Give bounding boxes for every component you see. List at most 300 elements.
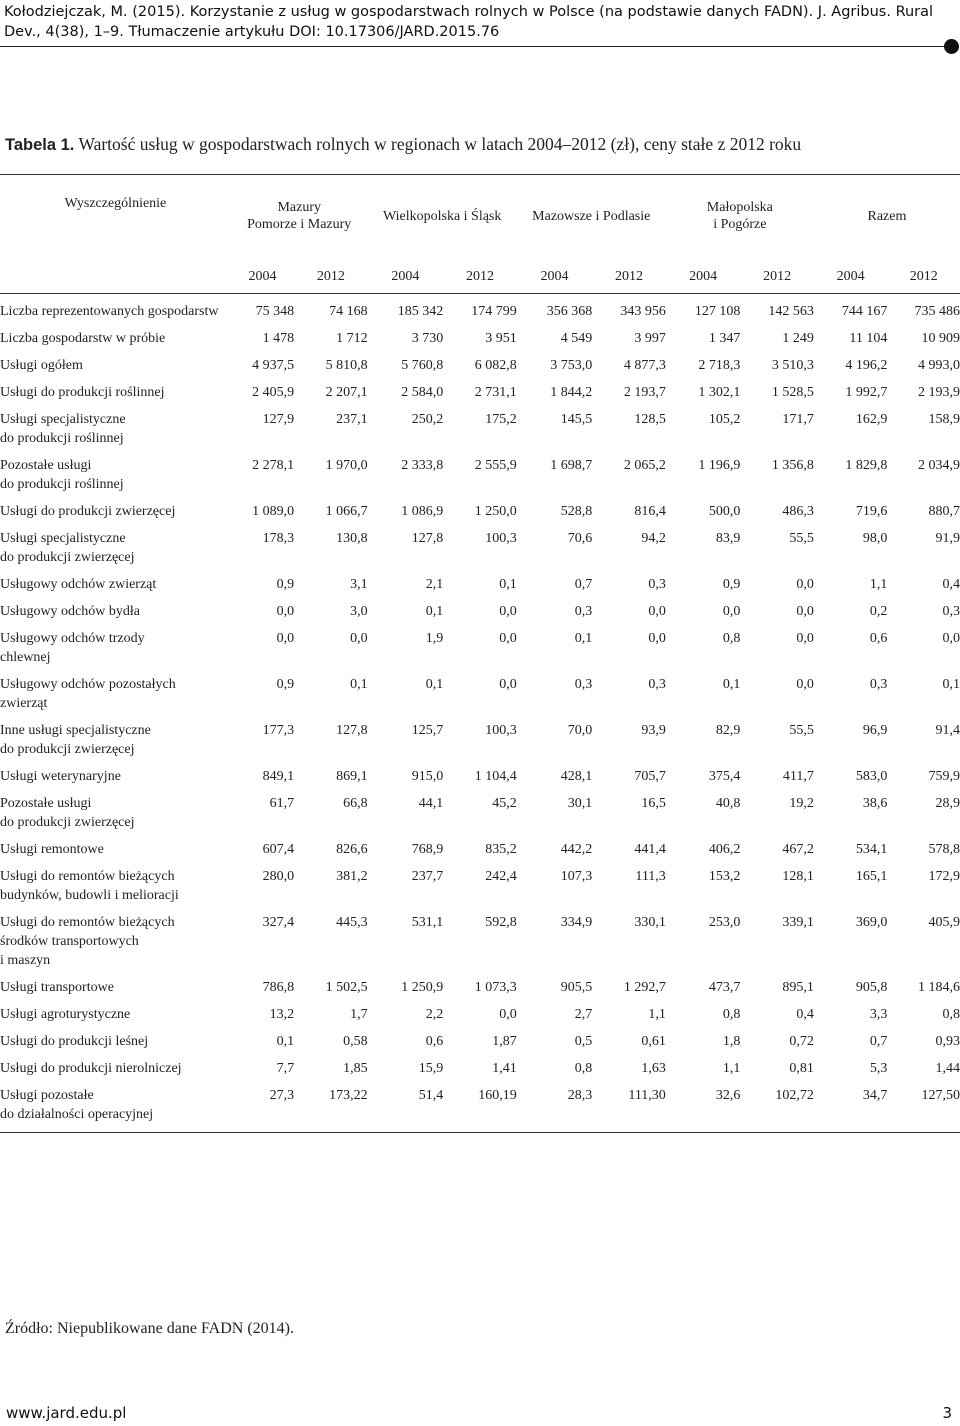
table-cell: 1 528,5: [771, 385, 814, 400]
table-cell: 1 698,7: [550, 458, 593, 473]
table-cell: 0,9: [722, 577, 741, 592]
table-cell: 1 086,9: [401, 504, 444, 519]
table-cell: 411,7: [782, 769, 814, 784]
year-header: 2012: [615, 269, 644, 284]
table-cell: 174 799: [471, 304, 517, 319]
table-cell: 786,8: [262, 980, 295, 995]
table-cell: 0,58: [343, 1034, 368, 1049]
table-cell: 0,1: [722, 677, 741, 692]
table-cell: 55,5: [789, 531, 814, 546]
table-cell: 1 250,9: [401, 980, 444, 995]
table-cell: 0,1: [350, 677, 368, 692]
row-label: Usługi do produkcji nierolniczej: [0, 1061, 182, 1076]
row-label: Usługi do produkcji zwierzęcej: [0, 504, 176, 519]
table-cell: 2 718,3: [698, 358, 741, 373]
table-cell: 441,4: [634, 842, 666, 857]
table-cell: 1,9: [425, 631, 444, 646]
table-cell: 880,7: [928, 504, 960, 519]
footer-url: www.jard.edu.pl: [6, 1404, 127, 1422]
row-label: Usługi do produkcji leśnej: [0, 1034, 149, 1049]
column-header-description: Wyszczególnienie: [64, 196, 167, 211]
table-cell: 142 563: [768, 304, 814, 319]
table-cell: 0,4: [942, 577, 960, 592]
table-cell: 5 810,8: [325, 358, 368, 373]
table-cell: 51,4: [418, 1088, 444, 1103]
table-row: [0, 1051, 960, 1078]
table-cell: 0,1: [425, 604, 444, 619]
table-cell: 735 486: [914, 304, 960, 319]
table-cell: 578,8: [928, 842, 960, 857]
table-cell: 173,22: [329, 1088, 368, 1103]
table-row: [0, 759, 960, 786]
page-number: 3: [942, 1404, 952, 1422]
table-cell: 0,0: [276, 631, 295, 646]
table-cell: 19,2: [789, 796, 814, 811]
table-cell: 1 992,7: [845, 385, 888, 400]
table-cell: 3 997: [634, 331, 666, 346]
row-label: Usługi specjalistyczne do produkcji zwierzęcej: [0, 531, 135, 565]
table-cell: 0,72: [789, 1034, 814, 1049]
table-cell: 0,1: [276, 1034, 295, 1049]
table-cell: 40,8: [715, 796, 741, 811]
table-cell: 165,1: [855, 869, 888, 884]
table-cell: 369,0: [855, 915, 888, 930]
table-cell: 32,6: [715, 1088, 741, 1103]
table-cell: 0,6: [869, 631, 888, 646]
region-name: Mazury Pomorze i Mazury: [247, 200, 352, 232]
table-cell: 28,3: [567, 1088, 593, 1103]
table-cell: 55,5: [789, 723, 814, 738]
table-cell: 3 753,0: [550, 358, 593, 373]
year-header-spacer: [0, 257, 231, 294]
table-cell: 0,3: [648, 677, 666, 692]
table-cell: 1 356,8: [771, 458, 814, 473]
table-cell: 127,50: [921, 1088, 960, 1103]
table-cell: 4 549: [560, 331, 593, 346]
table-cell: 280,0: [262, 869, 295, 884]
table-cell: 895,1: [782, 980, 814, 995]
table-cell: 5,3: [869, 1061, 888, 1076]
table-cell: 3 951: [485, 331, 517, 346]
table-cell: 531,1: [411, 915, 444, 930]
table-cell: 1 250,0: [474, 504, 517, 519]
table-cell: 2 333,8: [401, 458, 444, 473]
table-cell: 1 104,4: [474, 769, 517, 784]
row-label: Usługowy odchów bydła: [0, 604, 140, 619]
table-cell: 158,9: [928, 412, 960, 427]
table-cell: 428,1: [560, 769, 593, 784]
table-cell: 905,5: [560, 980, 593, 995]
year-header: 2012: [763, 269, 792, 284]
table-cell: 2 193,9: [918, 385, 960, 400]
table-cell: 38,6: [862, 796, 888, 811]
table-cell: 1,85: [343, 1061, 368, 1076]
table-cell: 1,1: [869, 577, 888, 592]
row-label: Pozostałe usługi do produkcji roślinnej: [0, 458, 124, 492]
year-header: 2004: [836, 269, 865, 284]
row-label: Usługi agroturystyczne: [0, 1007, 131, 1022]
table-cell: 145,5: [560, 412, 593, 427]
table-cell: 0,0: [499, 604, 517, 619]
table-cell: 3,0: [350, 604, 368, 619]
table-cell: 127,8: [411, 531, 444, 546]
table-cell: 445,3: [336, 915, 368, 930]
table-cell: 175,2: [485, 412, 517, 427]
table-cell: 6 082,8: [474, 358, 517, 373]
source-note: Źródło: Niepublikowane dane FADN (2014).: [5, 1320, 294, 1337]
table-cell: 0,8: [722, 1007, 741, 1022]
year-header-row: [0, 257, 960, 294]
year-header: 2004: [248, 269, 277, 284]
row-label: Inne usługi specjalistyczne do produkcji zwierzęcej: [0, 723, 151, 757]
row-label: Liczba reprezentowanych gospodarstw: [0, 304, 219, 319]
table-cell: 1 073,3: [474, 980, 517, 995]
table-cell: 75 348: [255, 304, 295, 319]
table-cell: 98,0: [862, 531, 888, 546]
table-cell: 0,2: [869, 604, 888, 619]
table-cell: 0,9: [276, 677, 295, 692]
table-cell: 0,0: [350, 631, 368, 646]
table-cell: 128,1: [782, 869, 814, 884]
table-cell: 74 168: [329, 304, 368, 319]
table-cell: 162,9: [855, 412, 888, 427]
table-row: [0, 521, 960, 567]
table-cell: 0,4: [796, 1007, 814, 1022]
table-cell: 1,87: [492, 1034, 517, 1049]
table-row: [0, 905, 960, 970]
table-row: [0, 859, 960, 905]
table-cell: 2,2: [425, 1007, 444, 1022]
article-citation: Kołodziejczak, M. (2015). Korzystanie z usług w gospodarstwach rolnych w Polsce (na podstawie danych FADN). J. Agribus. Rural Dev., 4(38), 1–9. Tłumaczenie artykułu DOI: 10.17306/JARD.2015.76: [4, 4, 934, 40]
table-cell: 3,3: [869, 1007, 888, 1022]
row-label: Pozostałe usługi do produkcji zwierzęcej: [0, 796, 135, 830]
table-cell: 45,2: [492, 796, 517, 811]
table-row: [0, 621, 960, 667]
table-cell: 334,9: [560, 915, 593, 930]
table-row: [0, 448, 960, 494]
table-cell: 1,8: [722, 1034, 741, 1049]
table-cell: 130,8: [336, 531, 368, 546]
table-cell: 1 066,7: [325, 504, 368, 519]
table-cell: 100,3: [485, 723, 517, 738]
table-cell: 375,4: [708, 769, 741, 784]
table-cell: 2 034,9: [918, 458, 960, 473]
table-caption: [5, 133, 955, 156]
table-cell: 185 342: [397, 304, 444, 319]
table-cell: 719,6: [855, 504, 888, 519]
table-cell: 339,1: [782, 915, 814, 930]
region-header-row: [0, 175, 960, 258]
table-cell: 0,0: [796, 604, 814, 619]
table-cell: 607,4: [262, 842, 295, 857]
table-cell: 4 196,2: [845, 358, 888, 373]
table-cell: 467,2: [782, 842, 814, 857]
table-cell: 1,44: [935, 1061, 960, 1076]
table-cell: 66,8: [343, 796, 368, 811]
table-row: [0, 375, 960, 402]
table-cell: 127,8: [336, 723, 368, 738]
table-cell: 2 555,9: [474, 458, 517, 473]
table-row: [0, 594, 960, 621]
table-cell: 705,7: [634, 769, 666, 784]
table-cell: 107,3: [560, 869, 593, 884]
table-cell: 849,1: [262, 769, 295, 784]
table-cell: 0,0: [499, 631, 517, 646]
table-cell: 0,7: [574, 577, 593, 592]
table-cell: 93,9: [641, 723, 666, 738]
table-cell: 816,4: [634, 504, 666, 519]
table-cell: 768,9: [411, 842, 444, 857]
table-cell: 0,8: [574, 1061, 593, 1076]
table-cell: 915,0: [411, 769, 444, 784]
region-name: Mazowsze i Podlasie: [532, 208, 651, 224]
table-cell: 473,7: [708, 980, 741, 995]
table-cell: 0,8: [942, 1007, 960, 1022]
table-cell: 82,9: [715, 723, 741, 738]
table-cell: 0,0: [942, 631, 960, 646]
table-cell: 178,3: [262, 531, 295, 546]
table-cell: 4 937,5: [252, 358, 295, 373]
region-header: [666, 175, 814, 258]
table-cell: 127 108: [694, 304, 741, 319]
table-cell: 2 278,1: [252, 458, 295, 473]
table-cell: 0,3: [648, 577, 666, 592]
table-cell: 111,30: [628, 1088, 666, 1103]
region-header: [231, 175, 368, 258]
table-cell: 91,9: [935, 531, 960, 546]
table-cell: 125,7: [411, 723, 444, 738]
table-cell: 0,1: [574, 631, 593, 646]
table-cell: 1 292,7: [623, 980, 666, 995]
table-cell: 0,3: [574, 604, 593, 619]
table-cell: 0,6: [425, 1034, 444, 1049]
table-row: [0, 567, 960, 594]
table-cell: 127,9: [262, 412, 295, 427]
table-cell: 237,7: [411, 869, 444, 884]
table-cell: 15,9: [418, 1061, 444, 1076]
table-cell: 94,2: [641, 531, 666, 546]
table-cell: 83,9: [715, 531, 741, 546]
table-cell: 1 844,2: [550, 385, 593, 400]
table-cell: 381,2: [336, 869, 368, 884]
table-cell: 592,8: [485, 915, 517, 930]
table-cell: 2 584,0: [401, 385, 444, 400]
table-cell: 2 731,1: [474, 385, 517, 400]
table-cell: 1 184,6: [918, 980, 960, 995]
table-cell: 1,1: [648, 1007, 666, 1022]
table-cell: 869,1: [336, 769, 368, 784]
table-caption-text: Wartość usług w gospodarstwach rolnych w regionach w latach 2004–2012 (zł), ceny stałe z 2012 roku: [74, 134, 802, 154]
row-label: Usługi transportowe: [0, 980, 114, 995]
table-cell: 0,8: [722, 631, 741, 646]
table-cell: 7,7: [276, 1061, 295, 1076]
table-cell: 327,4: [262, 915, 295, 930]
table-cell: 1,41: [492, 1061, 517, 1076]
table-cell: 2 065,2: [623, 458, 666, 473]
table-cell: 406,2: [708, 842, 741, 857]
region-name: Razem: [867, 208, 907, 224]
year-header: 2012: [465, 269, 494, 284]
table-cell: 250,2: [411, 412, 444, 427]
table-cell: 153,2: [708, 869, 741, 884]
region-header: [517, 175, 666, 258]
table-cell: 1 829,8: [845, 458, 888, 473]
table-row: [0, 1024, 960, 1051]
table-cell: 1,63: [641, 1061, 666, 1076]
table-cell: 905,8: [855, 980, 888, 995]
table-cell: 356 368: [546, 304, 593, 319]
row-label: Usługowy odchów zwierząt: [0, 577, 157, 592]
table-cell: 0,5: [574, 1034, 593, 1049]
header-rule: [0, 46, 946, 47]
table-cell: 0,1: [942, 677, 960, 692]
table-cell: 2 207,1: [325, 385, 368, 400]
table-row: [0, 667, 960, 713]
table-cell: 528,8: [560, 504, 593, 519]
table-cell: 102,72: [775, 1088, 814, 1103]
year-header: 2012: [316, 269, 345, 284]
table-cell: 13,2: [269, 1007, 295, 1022]
table-cell: 0,3: [942, 604, 960, 619]
table-cell: 0,9: [276, 577, 295, 592]
table-caption-label: Tabela 1.: [5, 136, 75, 154]
table-row: [0, 294, 960, 322]
table-cell: 128,5: [634, 412, 666, 427]
table-row: [0, 494, 960, 521]
table-cell: 172,9: [928, 869, 960, 884]
table-cell: 2,1: [425, 577, 444, 592]
year-header: 2012: [909, 269, 938, 284]
table-row: [0, 832, 960, 859]
table-cell: 27,3: [269, 1088, 295, 1103]
table-cell: 3 730: [411, 331, 444, 346]
table-cell: 96,9: [862, 723, 888, 738]
services-table: [0, 174, 960, 1133]
table-cell: 0,0: [796, 631, 814, 646]
table-cell: 1 196,9: [698, 458, 741, 473]
row-label: Usługi pozostałe do działalności operacyjnej: [0, 1088, 154, 1122]
table-cell: 253,0: [708, 915, 741, 930]
row-label: Liczba gospodarstw w próbie: [0, 331, 166, 346]
table-cell: 0,0: [722, 604, 741, 619]
header-rule-dot: [944, 39, 959, 54]
table-cell: 744 167: [841, 304, 888, 319]
table-cell: 34,7: [862, 1088, 888, 1103]
year-header: 2004: [540, 269, 569, 284]
region-name: Wielkopolska i Śląsk: [382, 208, 502, 224]
table-cell: 4 877,3: [623, 358, 666, 373]
table-cell: 0,1: [425, 677, 444, 692]
table-cell: 1 970,0: [325, 458, 368, 473]
table-cell: 105,2: [708, 412, 741, 427]
table-cell: 0,0: [499, 1007, 517, 1022]
table-row: [0, 1078, 960, 1133]
table-cell: 1 478: [262, 331, 295, 346]
table-cell: 160,19: [478, 1088, 517, 1103]
row-label: Usługi do produkcji roślinnej: [0, 385, 165, 400]
table-cell: 0,1: [499, 577, 517, 592]
table-cell: 330,1: [634, 915, 666, 930]
year-header: 2004: [391, 269, 420, 284]
table-cell: 826,6: [336, 842, 368, 857]
table-cell: 111,3: [635, 869, 666, 884]
table-cell: 0,81: [789, 1061, 814, 1076]
table-cell: 3,1: [350, 577, 368, 592]
table-cell: 70,6: [567, 531, 593, 546]
table-cell: 0,7: [869, 1034, 888, 1049]
table-cell: 177,3: [262, 723, 295, 738]
table-cell: 583,0: [855, 769, 888, 784]
region-header: [368, 175, 517, 258]
table-cell: 2 193,7: [623, 385, 666, 400]
table-cell: 1 089,0: [252, 504, 295, 519]
table-cell: 0,0: [796, 677, 814, 692]
row-label: Usługi do remontów bieżących środków transportowych i maszyn: [0, 915, 175, 968]
table-cell: 500,0: [708, 504, 741, 519]
table-cell: 534,1: [855, 842, 888, 857]
row-label: Usługowy odchów pozostałych zwierząt: [0, 677, 176, 711]
table-cell: 0,3: [574, 677, 593, 692]
table-cell: 11 104: [849, 331, 888, 346]
table-cell: 343 956: [620, 304, 666, 319]
table-cell: 0,0: [648, 631, 666, 646]
table-cell: 1,1: [722, 1061, 741, 1076]
table-cell: 28,9: [935, 796, 960, 811]
table-cell: 242,4: [485, 869, 517, 884]
table-cell: 30,1: [567, 796, 593, 811]
table-cell: 5 760,8: [401, 358, 444, 373]
region-name: Małopolska i Pogórze: [706, 200, 773, 232]
table-row: [0, 713, 960, 759]
row-label: Usługi remontowe: [0, 842, 104, 857]
table-cell: 1 302,1: [698, 385, 741, 400]
table-cell: 1 712: [336, 331, 368, 346]
table-cell: 486,3: [782, 504, 814, 519]
table-body: [0, 294, 960, 1133]
table-cell: 0,0: [276, 604, 295, 619]
row-label: Usługi specjalistyczne do produkcji roślinnej: [0, 412, 126, 446]
table-cell: 442,2: [560, 842, 593, 857]
table-row: [0, 321, 960, 348]
table-row: [0, 786, 960, 832]
row-label: Usługi do remontów bieżących budynków, budowli i melioracji: [0, 869, 179, 903]
table-cell: 1 249: [782, 331, 814, 346]
table-cell: 91,4: [935, 723, 960, 738]
year-header: 2004: [689, 269, 718, 284]
table-cell: 61,7: [269, 796, 295, 811]
table-cell: 0,93: [935, 1034, 960, 1049]
table-cell: 0,0: [648, 604, 666, 619]
table-row: [0, 402, 960, 448]
table-cell: 0,0: [796, 577, 814, 592]
table-cell: 0,3: [869, 677, 888, 692]
table-cell: 1,7: [350, 1007, 368, 1022]
table-cell: 2 405,9: [252, 385, 295, 400]
table-cell: 1 347: [708, 331, 741, 346]
table-cell: 2,7: [574, 1007, 593, 1022]
row-label: Usługi weterynaryjne: [0, 769, 121, 784]
row-label: Usługowy odchów trzody chlewnej: [0, 631, 145, 665]
table-cell: 1 502,5: [325, 980, 368, 995]
table-cell: 237,1: [336, 412, 368, 427]
table-cell: 44,1: [418, 796, 444, 811]
table-cell: 405,9: [928, 915, 960, 930]
table-row: [0, 970, 960, 997]
table-row: [0, 997, 960, 1024]
table-cell: 70,0: [567, 723, 593, 738]
table-cell: 16,5: [641, 796, 666, 811]
table-cell: 4 993,0: [918, 358, 960, 373]
